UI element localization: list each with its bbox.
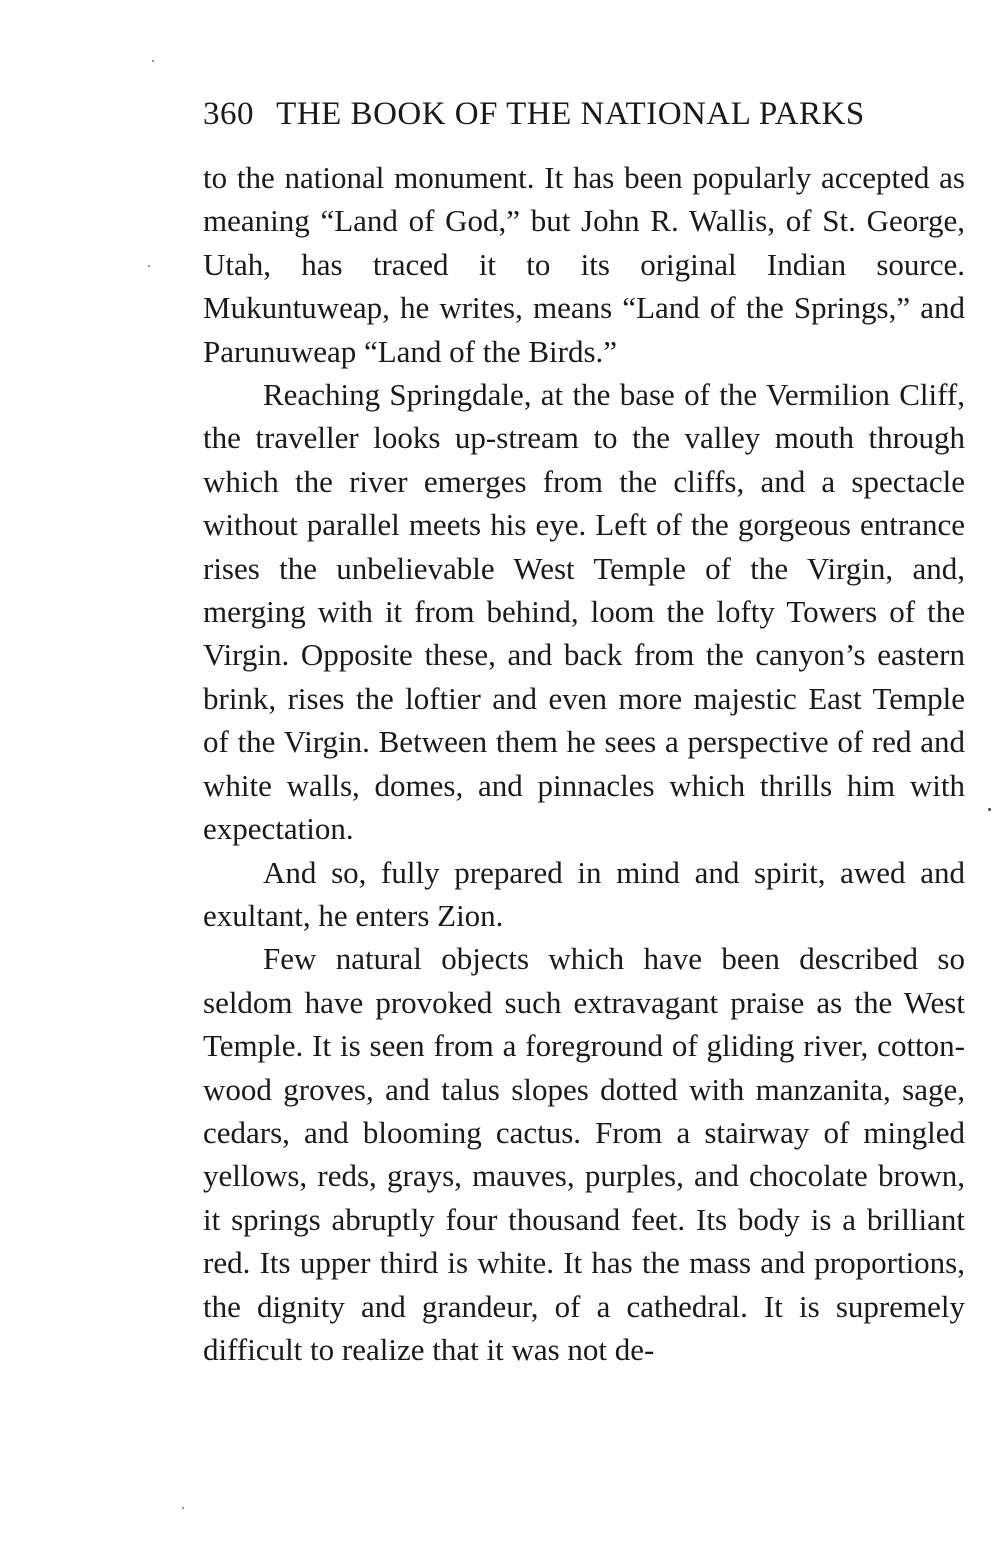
paragraph-west-temple: Few natural objects which have been described so seldom have provoked such extravagant praise as the West Temple. It is seen from a foreground of gliding river, cotton-wood groves, and talus slopes dotted with manzanita, sage, cedars, and blooming cactus. From a stairway of mingled yellows, reds, grays, mauves, purples, and chocolate brown, it springs abruptly four thousand feet. Its body is a brilliant red. Its upper third is white. It has the mass and proportions, the dignity and grandeur, of a cathedral. It is supremely difficult to realize that it was not de- xyxy=(203,941,965,1367)
paragraph-continued: to the national monument. It has been popularly accepted as meaning “Land of God,” but John R. Wallis, of St. George, Utah, has traced it to its original Indian source. Mukuntuweap, he writes, means “Land of the Springs,” and Parunuweap “Land of the Birds.” xyxy=(203,160,965,369)
page-number: 360 xyxy=(203,96,254,132)
scan-speck xyxy=(152,60,154,62)
body-text xyxy=(203,156,965,1371)
scan-speck xyxy=(988,808,991,811)
scan-speck xyxy=(182,1507,184,1509)
running-title: THE BOOK OF THE NATIONAL PARKS xyxy=(276,96,865,132)
paragraph-enters-zion: And so, fully prepared in mind and spirit, awed and exultant, he enters Zion. xyxy=(203,854,965,933)
scan-speck xyxy=(148,265,150,267)
running-head xyxy=(203,96,963,133)
paragraph-springdale: Reaching Springdale, at the base of the Vermilion Cliff, the traveller looks up-stream to the valley mouth through which the river emerges from the cliffs, and a spectacle without parallel meets his eye. Left of the gorgeous entrance rises the unbelievable West Temple of the Virgin, and, merging with it from behind, loom the lofty Towers of the Virgin. Opposite these, and back from the canyon’s eastern brink, rises the loftier and even more majestic East Temple of the Virgin. Between them he sees a perspective of red and white walls, domes, and pinnacles which thrills him with expectation. xyxy=(203,377,965,847)
